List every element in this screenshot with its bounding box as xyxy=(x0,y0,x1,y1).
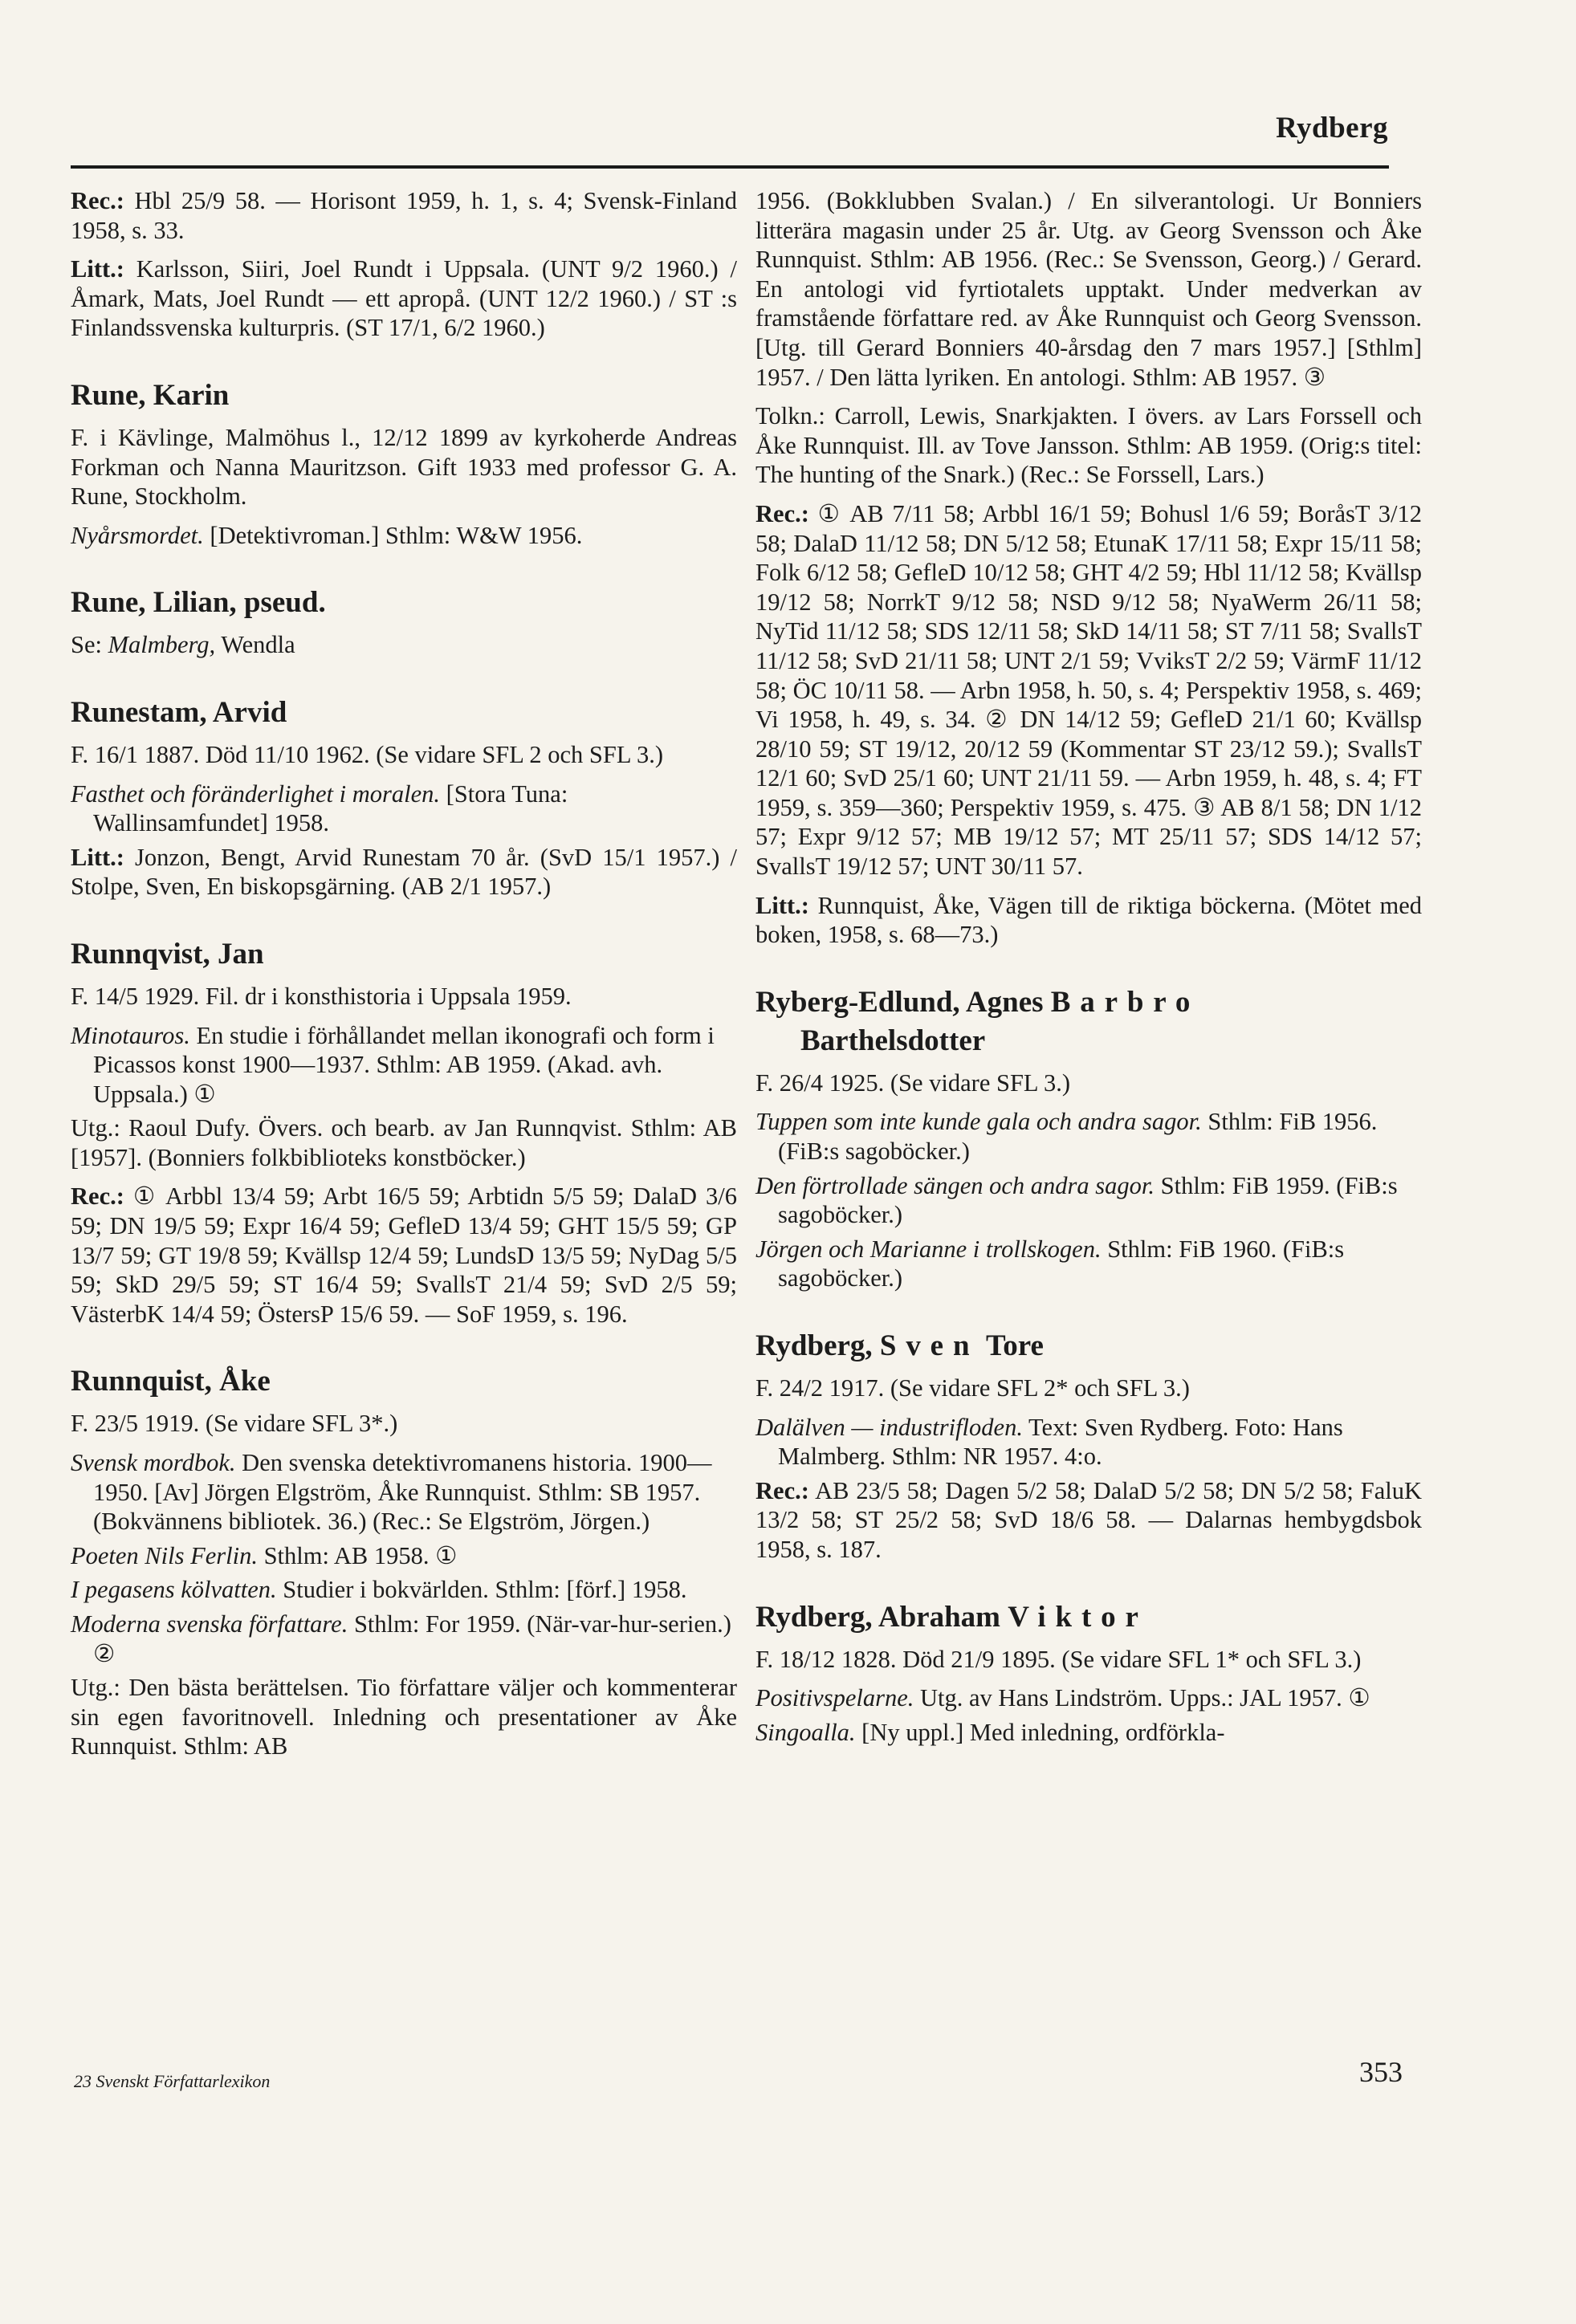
rec-label: Rec.: xyxy=(755,499,809,527)
work-details: Sthlm: FiB 1959. (FiB:s sagoböcker.) xyxy=(778,1171,1398,1229)
entry-heading-rydberg-sven xyxy=(755,1327,1422,1366)
work-title: Poeten Nils Ferlin. xyxy=(71,1541,258,1569)
litt-label: Litt.: xyxy=(755,891,809,919)
heading-name: Rydberg, Abraham xyxy=(755,1600,1000,1634)
bio-runnquist: F. 23/5 1919. (Se vidare SFL 3*.) xyxy=(71,1410,398,1438)
rec-paragraph xyxy=(755,499,1422,881)
litt-runestam xyxy=(71,843,737,902)
rec-text: ① Arbbl 13/4 59; Arbt 16/5 59; Arbtidn 5/5 59; DalaD 3/6 59; DN 19/5 59; Expr 16/4 59; GefleD 13/4 59; GHT 15/5 59; GP 13/7 59; GT 19/8 59; Kvällsp 12/4 59; LundsD 13/5 59; NyDag 5/5 59; SkD 29/5 59; ST 16/4 59; SvallsT 21/4 59; SvD 2/5 59; VästerbK 14/4 59; ÖstersP 15/6 59. — SoF 1959, s. 196. xyxy=(71,1182,737,1328)
work-details: Text: Sven Rydberg. Foto: Hans Malmberg. Sthlm: NR 1957. 4:o. xyxy=(778,1413,1343,1471)
litt-paragraph xyxy=(71,254,737,343)
header-rule xyxy=(71,165,1389,169)
heading-spaced-name: Viktor xyxy=(1008,1600,1148,1634)
heading-name-line2: Barthelsdotter xyxy=(800,1024,986,1057)
work-title: Positivspelarne. xyxy=(755,1684,914,1712)
litt-label: Litt.: xyxy=(71,843,124,871)
heading-name: Ryberg-Edlund, Agnes xyxy=(755,985,1044,1019)
work-ryberg-edlund-1 xyxy=(755,1107,1422,1166)
work-runnquist-1 xyxy=(71,1448,737,1536)
entry-heading-runestam: Runestam, Arvid xyxy=(71,695,287,729)
continuation-paragraph: 1956. (Bokklubben Svalan.) / En silverantologi. Ur Bonniers litterära magasin under 25 år. Utg. av Georg Svensson och Åke Runnquist. Sthlm: AB 1956. (Rec.: Se Svensson, Georg.) / Gerard. En antologi vid fyrtiotalets upptakt. Under medverkan av framstående författare red. av Åke Runnquist och Georg Svensson. [Utg. till Gerard Bonniers 40-årsdag den 7 mars 1957.] [Sthlm] 1957. / Den lätta lyriken. En antologi. Sthlm: AB 1957. ③ xyxy=(755,187,1422,391)
work-details: [Detektivroman.] Sthlm: W&W 1956. xyxy=(203,521,583,549)
work-ryberg-edlund-2 xyxy=(755,1171,1422,1230)
entry-heading-rydberg-abraham xyxy=(755,1598,1422,1637)
work-runnquist-4 xyxy=(71,1610,737,1668)
work-details: Utg. av Hans Lindström. Upps.: JAL 1957. ① xyxy=(914,1684,1370,1712)
work-details: [Ny uppl.] Med inledning, ordförkla- xyxy=(855,1718,1225,1746)
bio-rydberg-sven: F. 24/2 1917. (Se vidare SFL 2* och SFL 3.) xyxy=(755,1374,1190,1402)
page-number: 353 xyxy=(1359,2056,1403,2088)
heading-spaced-name: Sven xyxy=(879,1329,979,1362)
right-column xyxy=(755,186,1422,1752)
entry-heading-rune-lilian: Rune, Lilian, pseud. xyxy=(71,586,326,620)
work-runnqvist xyxy=(71,1021,737,1109)
heading-spaced-name: Barbro xyxy=(1050,985,1200,1019)
bio-runestam: F. 16/1 1887. Död 11/10 1962. (Se vidare SFL 2 och SFL 3.) xyxy=(71,740,664,768)
see-rest: Wendla xyxy=(215,631,295,659)
utg-runnqvist: Utg.: Raoul Dufy. Övers. och bearb. av Jan Runnqvist. Sthlm: AB [1957]. (Bonniers folkbiblioteks konstböcker.) xyxy=(71,1114,737,1171)
footer-signature: 23 Svenskt Författarlexikon xyxy=(74,2071,271,2091)
see-reference xyxy=(71,630,737,660)
entry-heading-runnquist: Runnquist, Åke xyxy=(71,1365,271,1398)
work-details: Den svenska detektivromanens historia. 1900—1950. [Av] Jörgen Elgström, Åke Runnquist. Sthlm: SB 1957. (Bokvännens bibliotek. 36.) (Rec.: Se Elgström, Jörgen.) xyxy=(93,1449,712,1536)
rec-runnqvist xyxy=(71,1182,737,1329)
rec-text: ① AB 7/11 58; Arbbl 16/1 59; Bohusl 1/6 59; BoråsT 3/12 58; DalaD 11/12 58; DN 5/12 58; EtunaK 17/11 58; Expr 15/11 58; Folk 6/12 58; GefleD 10/12 58; GHT 4/2 59; Hbl 11/12 58; Kvällsp 19/12 58; NorrkT 9/12 58; NSD 9/12 58; NyaWerm 26/11 58; NyTid 11/12 58; SDS 12/11 58; SkD 14/11 58; ST 7/11 58; SvallsT 11/12 58; SvD 21/11 58; UNT 2/1 59; VviksT 2/2 59; VärmF 11/12 58; ÖC 10/11 58. — Arbn 1958, h. 50, s. 4; Perspektiv 1958, s. 469; Vi 1958, h. 49, s. 34. ② DN 14/12 59; GefleD 21/1 60; Kvällsp 28/10 59; ST 19/12, 20/12 59 (Kommentar ST 23/12 59.); SvallsT 12/1 60; SvD 25/1 60; UNT 21/11 59. — Arbn 1959, h. 48, s. 4; FT 1959, s. 359—360; Perspektiv 1959, s. 475. ③ AB 8/1 58; DN 1/12 57; Expr 9/12 57; MB 19/12 57; MT 25/11 57; SDS 14/12 57; SvallsT 19/12 57; UNT 30/11 57. xyxy=(755,499,1423,881)
work-title: Jörgen och Marianne i trollskogen. xyxy=(755,1235,1102,1263)
entry-heading-runnqvist: Runnqvist, Jan xyxy=(71,937,264,971)
utg-runnquist: Utg.: Den bästa berättelsen. Tio författare väljer och kommenterar sin egen favoritnovell. Inledning och presentationer av Åke Runnquist. Sthlm: AB xyxy=(71,1674,737,1760)
left-column xyxy=(71,186,737,1771)
rec-text: AB 23/5 58; Dagen 5/2 58; DalaD 5/2 58; DN 5/2 58; FaluK 13/2 58; ST 25/2 58; SvD 18/6 58. — Dalarnas hembygdsbok 1958, s. 187. xyxy=(755,1476,1422,1563)
bio-runnqvist: F. 14/5 1929. Fil. dr i konsthistoria i Uppsala 1959. xyxy=(71,982,572,1010)
rec-label: Rec.: xyxy=(71,187,124,214)
work-title: Fasthet och föränderlighet i moralen. xyxy=(71,779,440,808)
work-details: Sthlm: For 1959. (När-var-hur-serien.) ② xyxy=(93,1610,731,1667)
work-title: Svensk mordbok. xyxy=(71,1449,236,1477)
work-title: Singoalla. xyxy=(755,1718,856,1746)
work-title: Nyårsmordet. xyxy=(71,521,204,549)
bio-rune-karin: F. i Kävlinge, Malmöhus l., 12/12 1899 av kyrkoherde Andreas Forkman och Nanna Mauritzson. Gift 1933 med professor G. A. Rune, Stockholm. xyxy=(71,423,737,511)
work-title: Dalälven — industrifloden. xyxy=(755,1413,1023,1441)
heading-name: Rydberg, xyxy=(755,1329,873,1362)
entry-heading-ryberg-edlund xyxy=(755,983,1422,1060)
rec-paragraph xyxy=(71,186,737,245)
running-head: Rydberg xyxy=(1276,112,1388,144)
work-rydberg-sven xyxy=(755,1413,1422,1471)
work-title: Moderna svenska författare. xyxy=(71,1610,348,1638)
heading-name-rest: Tore xyxy=(985,1329,1044,1362)
work-rydberg-abraham-2 xyxy=(755,1718,1422,1748)
see-prefix: Se: xyxy=(71,631,108,659)
bio-rydberg-abraham: F. 18/12 1828. Död 21/9 1895. (Se vidare SFL 1* och SFL 3.) xyxy=(755,1645,1362,1673)
litt-text: Runnquist, Åke, Vägen till de riktiga böckerna. (Mötet med boken, 1958, s. 68—73.) xyxy=(755,891,1422,949)
work-title: Minotauros. xyxy=(71,1021,190,1049)
rec-text: Hbl 25/9 58. — Horisont 1959, h. 1, s. 4; Svensk-Finland 1958, s. 33. xyxy=(71,187,737,244)
see-name: Malmberg, xyxy=(108,631,216,659)
work-runnquist-3 xyxy=(71,1575,737,1605)
work-details: Studier i bokvärlden. Sthlm: [förf.] 1958. xyxy=(276,1576,687,1604)
rec-label: Rec.: xyxy=(71,1182,124,1211)
work-rydberg-abraham-1 xyxy=(755,1683,1422,1713)
work-title: Den förtrollade sängen och andra sagor. xyxy=(755,1171,1155,1199)
work-runestam xyxy=(71,779,737,838)
rec-label: Rec.: xyxy=(755,1476,809,1504)
litt-paragraph xyxy=(755,891,1422,950)
work-details: Sthlm: FiB 1960. (FiB:s sagoböcker.) xyxy=(778,1235,1345,1292)
litt-text: Karlsson, Siiri, Joel Rundt i Uppsala. (UNT 9/2 1960.) / Åmark, Mats, Joel Rundt — ett apropå. (UNT 12/2 1960.) / ST :s Finlandssvenska kulturpris. (ST 17/1, 6/2 1960.) xyxy=(71,255,737,342)
litt-text: Jonzon, Bengt, Arvid Runestam 70 år. (SvD 15/1 1957.) / Stolpe, Sven, En biskopsgärning. (AB 2/1 1957.) xyxy=(71,843,737,901)
tolkn-paragraph: Tolkn.: Carroll, Lewis, Snarkjakten. I övers. av Lars Forssell och Åke Runnquist. Ill. av Tove Jansson. Sthlm: AB 1959. (Orig:s titel: The hunting of the Snark.) (Rec.: Se Forssell, Lars.) xyxy=(755,402,1422,489)
entry-heading-rune-karin: Rune, Karin xyxy=(71,378,230,412)
work-details: Sthlm: AB 1958. ① xyxy=(257,1541,458,1569)
work-details: [Stora Tuna: Wallinsamfundet] 1958. xyxy=(93,779,568,837)
work-details: En studie i förhållandet mellan ikonografi och form i Picassos konst 1900—1937. Sthlm: AB 1959. (Akad. avh. Uppsala.) ① xyxy=(93,1021,715,1108)
work-ryberg-edlund-3 xyxy=(755,1235,1422,1293)
work-title: Tuppen som inte kunde gala och andra sagor. xyxy=(755,1108,1202,1136)
work-rune-karin xyxy=(71,521,737,551)
work-title: I pegasens kölvatten. xyxy=(71,1576,277,1604)
rec-rydberg-sven xyxy=(755,1476,1422,1565)
litt-label: Litt.: xyxy=(71,255,124,283)
work-details: Sthlm: FiB 1956. (FiB:s sagoböcker.) xyxy=(778,1108,1378,1166)
work-runnquist-2 xyxy=(71,1541,737,1571)
bio-ryberg-edlund: F. 26/4 1925. (Se vidare SFL 3.) xyxy=(755,1068,1071,1097)
